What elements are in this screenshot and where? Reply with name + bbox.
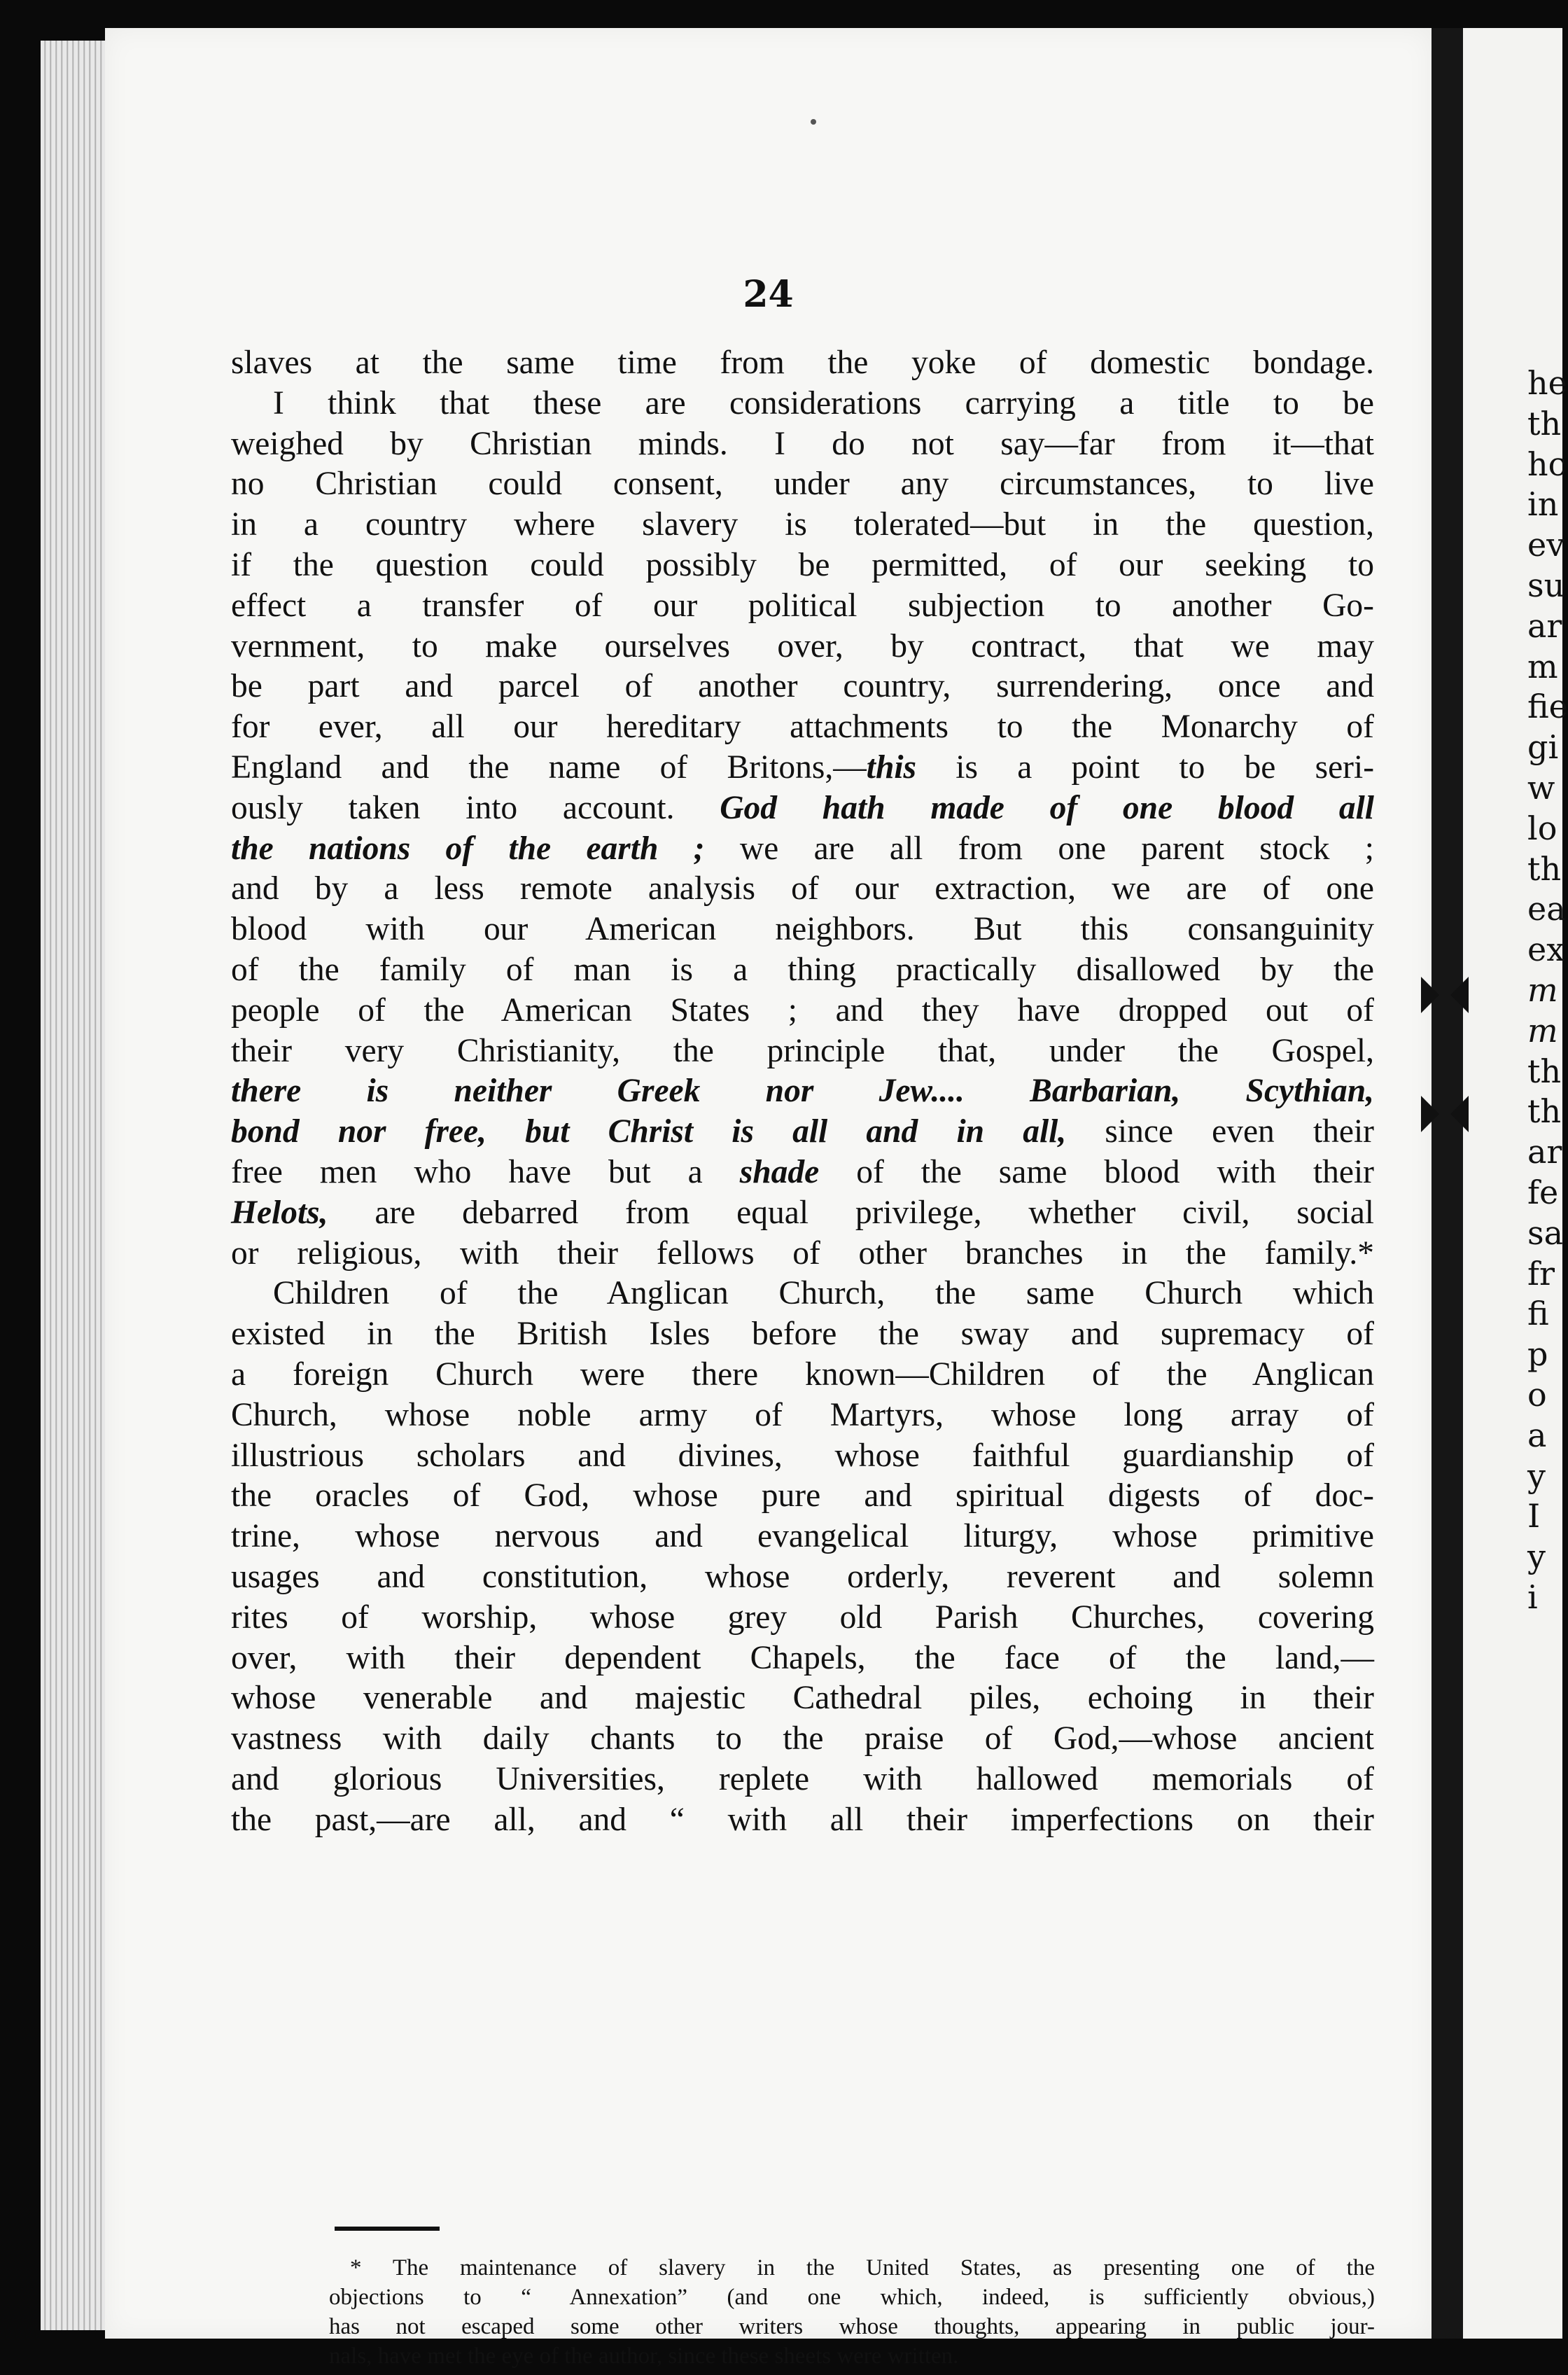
- next-page-fragment: fr: [1527, 1254, 1555, 1293]
- text-line: [231, 1112, 1374, 1152]
- text-run: is a point to be seri-: [955, 748, 1375, 786]
- text-line: Church, whose noble army of Martyrs, whose long array of: [231, 1396, 1374, 1433]
- next-page-fragment: y: [1527, 1456, 1546, 1495]
- next-page-fragment: he: [1527, 364, 1567, 402]
- text-line: usages and constitution, whose orderly, reverent and solemn: [231, 1558, 1374, 1595]
- footnote-line: nals, have met the eye of the author, since these sheets were written.: [329, 2343, 959, 2369]
- next-page-fragment: fie: [1527, 688, 1568, 726]
- text-line: [231, 788, 1374, 829]
- italic-run: there is neither Greek nor Jew.... Barbarian, Scythian,: [231, 1073, 1374, 1110]
- text-line: their very Christianity, the principle that, under the Gospel,: [231, 1032, 1374, 1069]
- margin-tab-mark: [1450, 1096, 1469, 1132]
- text-line: I think that these are considerations carrying a title to be: [273, 384, 1374, 422]
- next-page-fragment: th: [1527, 849, 1562, 888]
- footnote-line: objections to “ Annexation” (and one which, indeed, is sufficiently obvious,): [329, 2285, 1375, 2310]
- footnote-line: has not escaped some other writers whose thoughts, appearing in public jour-: [329, 2314, 1375, 2339]
- next-page-fragment: hc: [1527, 445, 1567, 483]
- body-text: [231, 343, 1374, 1840]
- text-line: [231, 829, 1374, 870]
- italic-run: the nations of the earth ;: [231, 830, 705, 867]
- text-run: since even their: [1105, 1113, 1375, 1150]
- text-line: whose venerable and majestic Cathedral piles, echoing in their: [231, 1680, 1374, 1717]
- text-line: in a country where slavery is tolerated—but in the question,: [231, 506, 1374, 543]
- next-page-fragment: ex: [1527, 931, 1565, 969]
- next-page-fragment: su: [1527, 566, 1565, 604]
- text-line: of the family of man is a thing practically disallowed by the: [231, 951, 1374, 988]
- italic-run: bond nor free, but Christ is all and in all,: [231, 1113, 1067, 1150]
- page-number: 24: [743, 273, 794, 316]
- footnote-rule: [335, 2227, 440, 2231]
- text-line: weighed by Christian minds. I do not say—far from it—that: [231, 425, 1374, 462]
- text-run: of the same blood with their: [856, 1153, 1374, 1190]
- text-line: the oracles of God, whose pure and spiritual digests of doc-: [231, 1477, 1374, 1514]
- text-line: trine, whose nervous and evangelical liturgy, whose primitive: [231, 1518, 1374, 1555]
- book-spine: [1432, 28, 1463, 2339]
- next-page-fragment: sa: [1527, 1213, 1564, 1252]
- next-page-fragment: a: [1527, 1416, 1547, 1454]
- text-run: are debarred from equal privilege, whether civil, social: [374, 1194, 1374, 1231]
- italic-run: God hath made of one blood all: [720, 789, 1374, 826]
- text-run: free men who have but a: [231, 1153, 703, 1190]
- text-line: people of the American States ; and they have dropped out of: [231, 991, 1374, 1029]
- next-page-fragment: ea: [1527, 890, 1566, 928]
- next-page-fragment: ar: [1527, 1133, 1562, 1171]
- text-line: [231, 1071, 1374, 1112]
- text-line: [231, 748, 1374, 788]
- next-page-fragment: th: [1527, 1052, 1562, 1090]
- text-line: if the question could possibly be permitted, of our seeking to: [231, 546, 1374, 583]
- text-run: we are all from one parent stock ;: [739, 830, 1375, 867]
- text-line: slaves at the same time from the yoke of domestic bondage.: [231, 344, 1374, 381]
- italic-run: this: [866, 748, 917, 786]
- next-page-fragment: ar: [1527, 606, 1562, 645]
- text-line: vastness with daily chants to the praise of God,—whose ancient: [231, 1720, 1374, 1757]
- text-line: no Christian could consent, under any circumstances, to live: [231, 466, 1374, 503]
- text-line: illustrious scholars and divines, whose faithful guardianship of: [231, 1437, 1374, 1474]
- text-line: rites of worship, whose grey old Parish Churches, covering: [231, 1599, 1374, 1636]
- text-run: England and the name of Britons,—: [231, 748, 867, 786]
- footnote: [329, 2253, 1375, 2371]
- next-page-fragment: th: [1527, 1092, 1562, 1131]
- next-page-fragment: I: [1527, 1497, 1541, 1535]
- footnote-line: * The maintenance of slavery in the United States, as presenting one of the: [350, 2255, 1375, 2280]
- margin-tab-mark: [1421, 1096, 1439, 1132]
- text-run: ously taken into account.: [231, 789, 675, 826]
- text-line: the past,—are all, and “ with all their imperfections on their: [231, 1801, 1374, 1838]
- text-line: Children of the Anglican Church, the same Church which: [273, 1275, 1374, 1312]
- next-page-fragment: m: [1527, 1011, 1558, 1050]
- margin-tab-mark: [1450, 977, 1469, 1013]
- text-line: blood with our American neighbors. But this consanguinity: [231, 911, 1374, 948]
- next-page-fragment: w: [1527, 769, 1555, 807]
- next-page-fragment: y: [1527, 1538, 1546, 1576]
- next-page-fragment: p: [1527, 1335, 1548, 1374]
- next-page-fragment: fi: [1527, 1295, 1549, 1333]
- paper-speck: [811, 119, 816, 125]
- next-page-fragment: m: [1527, 971, 1558, 1009]
- next-page-fragment: fe: [1527, 1173, 1559, 1211]
- text-line: [231, 1152, 1374, 1193]
- next-page-fragment: th: [1527, 404, 1562, 443]
- next-page-fragment: o: [1527, 1376, 1547, 1414]
- margin-tab-mark: [1421, 977, 1439, 1013]
- next-page-fragment: i: [1527, 1578, 1538, 1616]
- italic-run: shade: [739, 1153, 820, 1190]
- next-page-edge: [1463, 28, 1568, 2339]
- next-page-fragment: lo: [1527, 809, 1558, 847]
- text-line: effect a transfer of our political subjection to another Go-: [231, 587, 1374, 624]
- next-page-fragment: gi: [1527, 728, 1559, 767]
- text-line: a foreign Church were there known—Children of the Anglican: [231, 1356, 1374, 1393]
- text-line: [231, 1193, 1374, 1234]
- text-line: existed in the British Isles before the sway and supremacy of: [231, 1316, 1374, 1353]
- next-page-fragment: m: [1527, 647, 1558, 685]
- text-line: or religious, with their fellows of other branches in the family.*: [231, 1234, 1374, 1272]
- text-line: and glorious Universities, replete with hallowed memorials of: [231, 1760, 1374, 1797]
- text-line: be part and parcel of another country, surrendering, once and: [231, 668, 1374, 705]
- text-line: over, with their dependent Chapels, the face of the land,—: [231, 1639, 1374, 1676]
- next-page-fragment: ev: [1527, 526, 1565, 564]
- text-line: and by a less remote analysis of our extraction, we are of one: [231, 870, 1374, 907]
- text-line: vernment, to make ourselves over, by contract, that we may: [231, 627, 1374, 664]
- next-page-fragment: in: [1527, 485, 1559, 524]
- text-line: for ever, all our hereditary attachments to the Monarchy of: [231, 709, 1374, 746]
- italic-run: Helots,: [231, 1194, 328, 1231]
